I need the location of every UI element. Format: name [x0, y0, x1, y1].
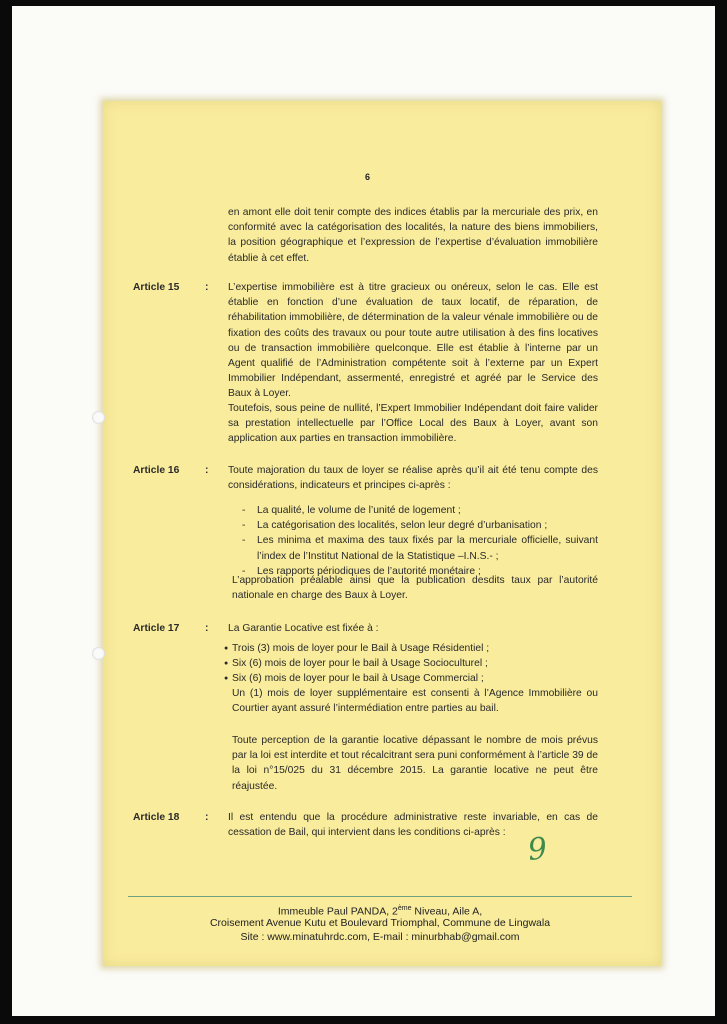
article-18-lead: Il est entendu que la procédure administrative reste invariable, en cas de cessation de Bail, qui intervient dans les conditions ci-après :	[228, 812, 598, 839]
list-item: - Les minima et maxima des taux fixés par la mercuriale officielle, suivant l’index de l’Institut National de la Statistique –I.N.S.- ;	[228, 533, 598, 563]
article-17-heading: Article 17	[133, 623, 180, 634]
article-18-heading: Article 18	[133, 812, 180, 823]
article-17-lead: La Garantie Locative est fixée à :	[228, 623, 379, 634]
handwritten-page-mark: 9	[526, 831, 549, 868]
article-16-heading: Article 16	[133, 465, 180, 476]
article-17-colon: :	[205, 623, 209, 634]
intro-paragraph: en amont elle doit tenir compte des indices établis par la mercuriale des prix, en conformité avec la catégorisation des localités, la nature des biens immobiliers, la position géographique et l’expression de l’expertise d’évaluation immobilière établie à cet effet.	[228, 207, 598, 264]
article-17-list	[224, 641, 598, 687]
punch-hole-bottom	[92, 647, 105, 660]
list-item: - Les rapports périodiques de l’autorité monétaire ;	[228, 564, 598, 579]
article-17-closing: Toute perception de la garantie locative dépassant le nombre de mois prévus par la loi est interdite et tout récalcitrant sera puni conformément à l’article 39 de la loi n°15/025 du 31 décembre 2015. La garantie locative ne peut être réajustée.	[232, 735, 598, 792]
article-18-colon: :	[205, 812, 209, 823]
article-15-heading: Article 15	[133, 282, 180, 293]
footer-line1-prefix: Immeuble Paul PANDA, 2	[277, 905, 398, 918]
article-15-paragraph-1: L’expertise immobilière est à titre gracieux ou onéreux, selon le cas. Elle est établie en fonction d’une évaluation de taux locatif, de réparation, de réhabilitation immobilière, de détermination de la valeur vénale immobilière ou de fixation des coûts des travaux ou pour toute autre utilisation à des fins locatives ou de transaction immobilière quelconque. Elle est établie à l’interne par un Agent qualifié de l’Administration compétente soit à l’externe par un Expert Immobilier Indépendant, assermenté, enregistré et agréé par le Service des Baux à Loyer.	[228, 282, 598, 400]
article-15-paragraph-2: Toutefois, sous peine de nullité, l’Expert Immobilier Indépendant doit faire valider sa prestation intellectuelle par l’Office Local des Baux à Loyer, avant son application aux parties en transaction immobilière.	[228, 403, 598, 445]
footer-address-line-2: Croisement Avenue Kutu et Boulevard Triomphal, Commune de Lingwala	[209, 917, 551, 929]
article-15-colon: :	[205, 282, 209, 293]
footer-contact-line: Site : www.minatuhrdc.com, E-mail : minurbhab@gmail.com	[240, 931, 520, 943]
page-number: 6	[365, 172, 371, 182]
list-item: ● Six (6) mois de loyer pour le bail à Usage Socioculturel ;	[224, 656, 598, 671]
list-item: - La qualité, le volume de l’unité de logement ;	[228, 503, 598, 518]
footer-line1-suffix: Niveau, Aile A,	[411, 905, 483, 918]
list-item: ● Six (6) mois de loyer pour le bail à Usage Commercial ;	[224, 671, 598, 686]
list-item: ● Trois (3) mois de loyer pour le Bail à Usage Résidentiel ;	[224, 641, 598, 656]
article-16-lead: Toute majoration du taux de loyer se réalise après qu’il ait été tenu compte des considérations, indicateurs et principes ci-après :	[228, 465, 598, 492]
footer-superscript: ème	[397, 905, 412, 912]
article-16-colon: :	[205, 465, 209, 476]
footer-divider	[128, 896, 632, 897]
article-16-closing: L’approbation préalable ainsi que la publication desdits taux par l’autorité nationale en charge des Baux à Loyer.	[232, 575, 598, 602]
punch-hole-top	[92, 411, 105, 424]
article-17-after-items: Un (1) mois de loyer supplémentaire est consenti à l’Agence Immobilière ou Courtier ayant assuré l’intermédiation entre parties au bail.	[232, 688, 598, 715]
article-16-list	[228, 503, 598, 579]
list-item: - La catégorisation des localités, selon leur degré d’urbanisation ;	[228, 518, 598, 533]
